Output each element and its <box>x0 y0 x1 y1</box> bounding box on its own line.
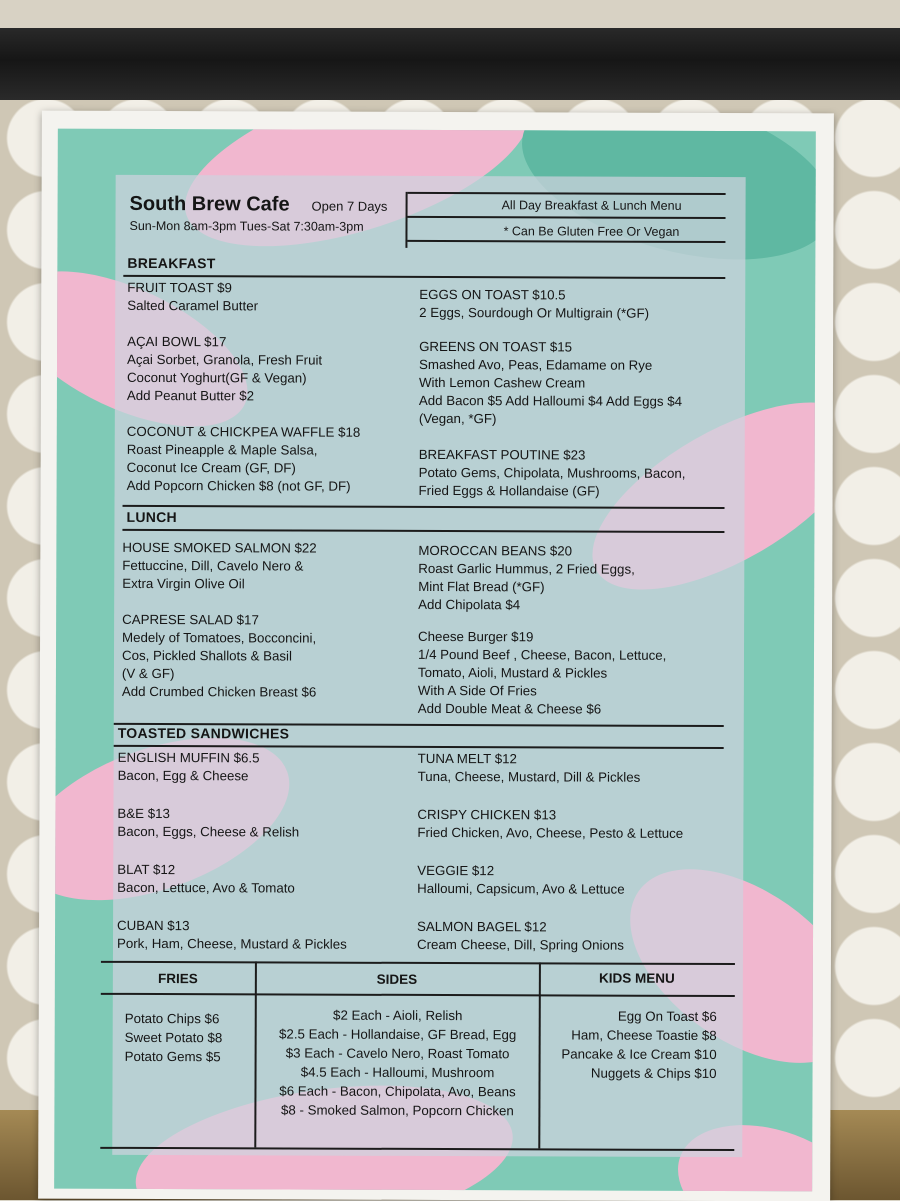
menu-type: All Day Breakfast & Lunch Menu <box>501 198 682 213</box>
menu-item: MOROCCAN BEANS $20 Roast Garlic Hummus, 2 Fried Eggs, Mint Flat Bread (*GF) Add Chipolata $4 <box>418 542 635 613</box>
list-item: Pancake & Ice Cream $10 <box>561 1046 717 1062</box>
lunch-rule <box>122 529 724 533</box>
list-item: $4.5 Each - Halloumi, Mushroom <box>300 1064 495 1081</box>
opening-hours: Sun-Mon 8am-3pm Tues-Sat 7:30am-3pm <box>129 218 364 234</box>
list-item: $2 Each - Aioli, Relish <box>333 1007 463 1024</box>
window-sill <box>0 0 900 28</box>
list-item: Sweet Potato $8 <box>124 1029 223 1046</box>
section-lunch: LUNCH <box>126 508 178 526</box>
menu-item: COCONUT & CHICKPEA WAFFLE $18 Roast Pineapple & Maple Salsa, Coconut Ice Cream (GF, DF) Add Popcorn Chicken $8 (not GF, DF) <box>126 423 361 494</box>
list-item: $2.5 Each - Hollandaise, GF Bread, Egg <box>279 1026 517 1043</box>
sides-list <box>258 1005 536 1120</box>
list-item: Ham, Cheese Toastie $8 <box>571 1027 717 1043</box>
bottom-grid-bottom <box>100 1147 734 1151</box>
lunch-rule-top <box>123 505 725 509</box>
cafe-title: South Brew Cafe <box>129 192 290 216</box>
fries-heading: FRIES <box>157 971 198 987</box>
window-frame <box>0 0 900 100</box>
header-rule-mid <box>408 216 726 219</box>
menu-panel <box>112 175 745 1157</box>
menu-item: BLAT $12 Bacon, Lettuce, Avo & Tomato <box>117 861 295 896</box>
menu-item: CUBAN $13 Pork, Ham, Cheese, Mustard & Pickles <box>116 917 347 952</box>
list-item: $6 Each - Bacon, Chipolata, Avo, Beans <box>279 1083 516 1100</box>
fries-list <box>125 1009 251 1066</box>
menu-item: ENGLISH MUFFIN $6.5 Bacon, Egg & Cheese <box>117 749 260 784</box>
menu-item: EGGS ON TOAST $10.5 2 Eggs, Sourdough Or Multigrain (*GF) <box>419 286 650 321</box>
header-divider <box>405 192 407 248</box>
menu-item: HOUSE SMOKED SALMON $22 Fettuccine, Dill, Cavelo Nero & Extra Virgin Olive Oil <box>122 539 317 592</box>
list-item: Potato Gems $5 <box>124 1048 221 1065</box>
menu-item: CAPRESE SALAD $17 Medely of Tomatoes, Bocconcini, Cos, Pickled Shallots & Basil (V & GF) Add Crumbed Chicken Breast $6 <box>121 611 317 700</box>
menu-item: Cheese Burger $19 1/4 Pound Beef , Cheese, Bacon, Lettuce, Tomato, Aioli, Mustard & Pickles With A Side Of Fries Add Double Meat & Cheese $6 <box>417 628 667 717</box>
header-rule-bottom <box>407 240 725 243</box>
toasted-rule <box>114 745 724 749</box>
fries-sides-divider <box>254 961 256 1147</box>
breakfast-rule <box>123 275 725 279</box>
menu-item: FRUIT TOAST $9 Salted Caramel Butter <box>127 279 259 314</box>
list-item: $3 Each - Cavelo Nero, Roast Tomato <box>285 1045 510 1062</box>
list-item: $8 - Smoked Salmon, Popcorn Chicken <box>280 1102 514 1119</box>
bottom-grid-header-rule <box>101 993 735 997</box>
menu-item: GREENS ON TOAST $15 Smashed Avo, Peas, Edamame on Rye With Lemon Cashew Cream Add Bacon $5 Add Halloumi $4 Add Eggs $4 (Vegan, *GF) <box>418 338 683 427</box>
menu-content <box>112 175 745 1157</box>
list-item: Nuggets & Chips $10 <box>590 1065 717 1081</box>
menu-item: SALMON BAGEL $12 Cream Cheese, Dill, Spring Onions <box>416 918 624 953</box>
sides-kids-divider <box>538 962 540 1148</box>
bottom-grid-top <box>101 961 735 965</box>
list-item: Egg On Toast $6 <box>617 1008 717 1024</box>
kids-menu-list <box>543 1006 717 1083</box>
sides-heading: SIDES <box>376 971 418 987</box>
list-item: Potato Chips $6 <box>124 1010 220 1027</box>
kids-menu-heading: KIDS MENU <box>598 970 675 986</box>
menu-item: TUNA MELT $12 Tuna, Cheese, Mustard, Dill & Pickles <box>417 750 641 785</box>
dietary-note: * Can Be Gluten Free Or Vegan <box>503 224 680 239</box>
menu-paper <box>38 111 834 1201</box>
section-toasted-sandwiches: TOASTED SANDWICHES <box>117 724 290 742</box>
menu-item: B&E $13 Bacon, Eggs, Cheese & Relish <box>117 805 300 840</box>
header-rule-top <box>408 192 726 195</box>
menu-item: CRISPY CHICKEN $13 Fried Chicken, Avo, Cheese, Pesto & Lettuce <box>417 806 684 841</box>
menu-item: VEGGIE $12 Halloumi, Capsicum, Avo & Lettuce <box>417 862 625 897</box>
section-breakfast: BREAKFAST <box>127 254 216 272</box>
menu-item: BREAKFAST POUTINE $23 Potato Gems, Chipolata, Mushrooms, Bacon, Fried Eggs & Hollandaise (GF) <box>418 446 686 499</box>
open-days: Open 7 Days <box>311 198 388 214</box>
menu-item: AÇAI BOWL $17 Açai Sorbet, Granola, Fresh Fruit Coconut Yoghurt(GF & Vegan) Add Peanut Butter $2 <box>126 333 323 404</box>
